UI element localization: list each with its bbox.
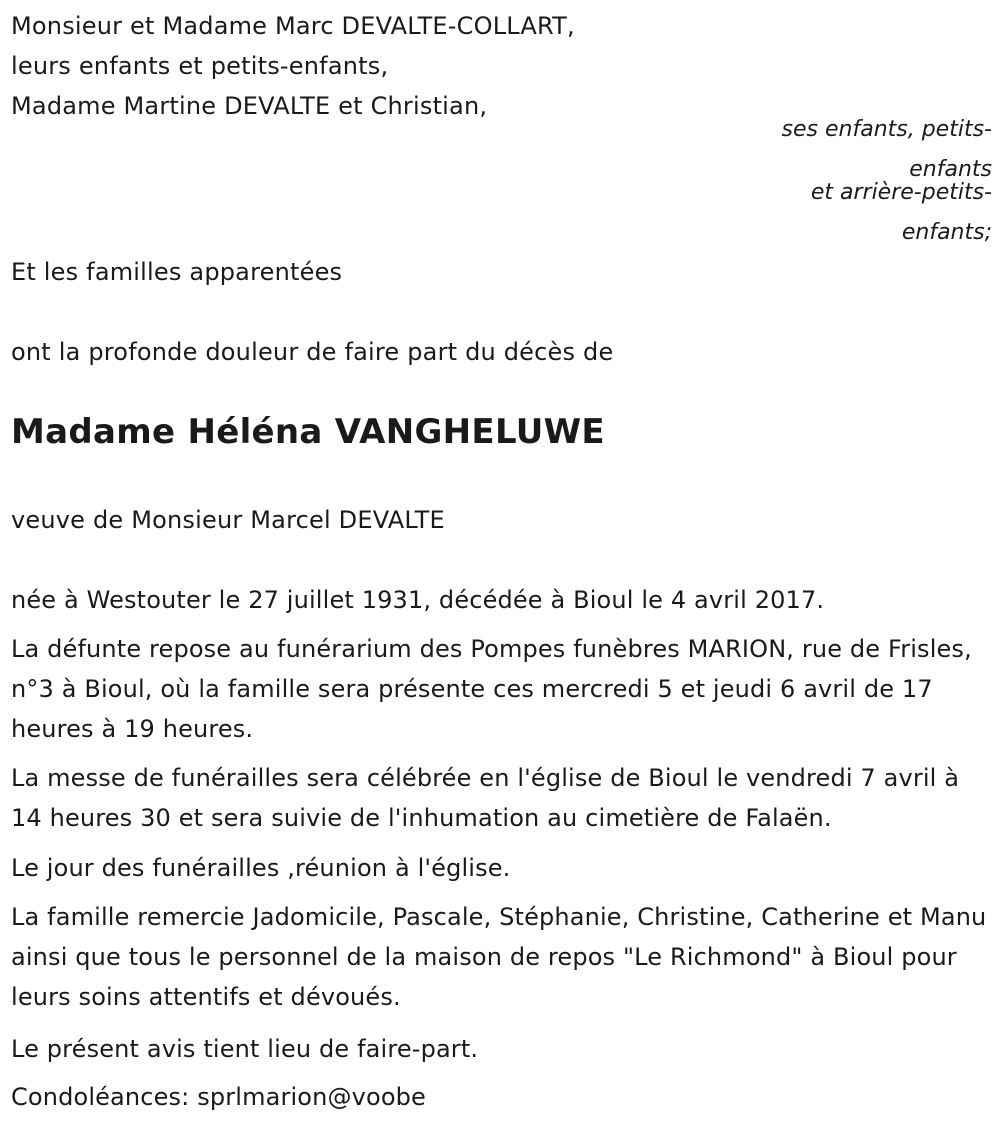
condolences-line: Condoléances: sprlmarion@voobe [11,1083,426,1111]
visitation-paragraph: La défunte repose au funérarium des Pompes funèbres MARION, rue de Frisles, n°3 à Bioul, où la famille sera présente ces mercredi 5 et jeudi 6 avril de 17 heures à 19 heures. [11,635,972,743]
family-line-3: Madame Martine DEVALTE et Christian, [11,92,488,120]
right-note-line-2: enfants [909,157,992,182]
family-line-2: leurs enfants et petits-enfants, [11,52,389,80]
family-line-1: Monsieur et Madame Marc DEVALTE-COLLART, [11,12,575,40]
spouse-line: veuve de Monsieur Marcel DEVALTE [11,506,445,534]
birth-death-line: née à Westouter le 27 juillet 1931, décédée à Bioul le 4 avril 2017. [11,586,825,614]
right-note-line-3: et arrière-petits- [810,180,992,205]
meeting-line: Le jour des funérailles ,réunion à l'église. [11,854,511,882]
announcement-line: ont la profonde douleur de faire part du décès de [11,338,614,366]
notice-line: Le présent avis tient lieu de faire-part. [11,1035,479,1063]
deceased-name: Madame Héléna VANGHELUWE [11,412,605,452]
right-note-line-4: enfants; [901,220,992,245]
right-note-line-1: ses enfants, petits- [781,117,992,142]
relatives-line: Et les familles apparentées [11,258,343,286]
thanks-paragraph: La famille remercie Jadomicile, Pascale, Stéphanie, Christine, Catherine et Manu ainsi que tous le personnel de la maison de repos "Le Richmond" à Bioul pour leurs soins attentifs et dévoués. [11,903,987,1011]
mass-paragraph: La messe de funérailles sera célébrée en l'église de Bioul le vendredi 7 avril à 14 heures 30 et sera suivie de l'inhumation au cimetière de Falaën. [11,764,960,832]
